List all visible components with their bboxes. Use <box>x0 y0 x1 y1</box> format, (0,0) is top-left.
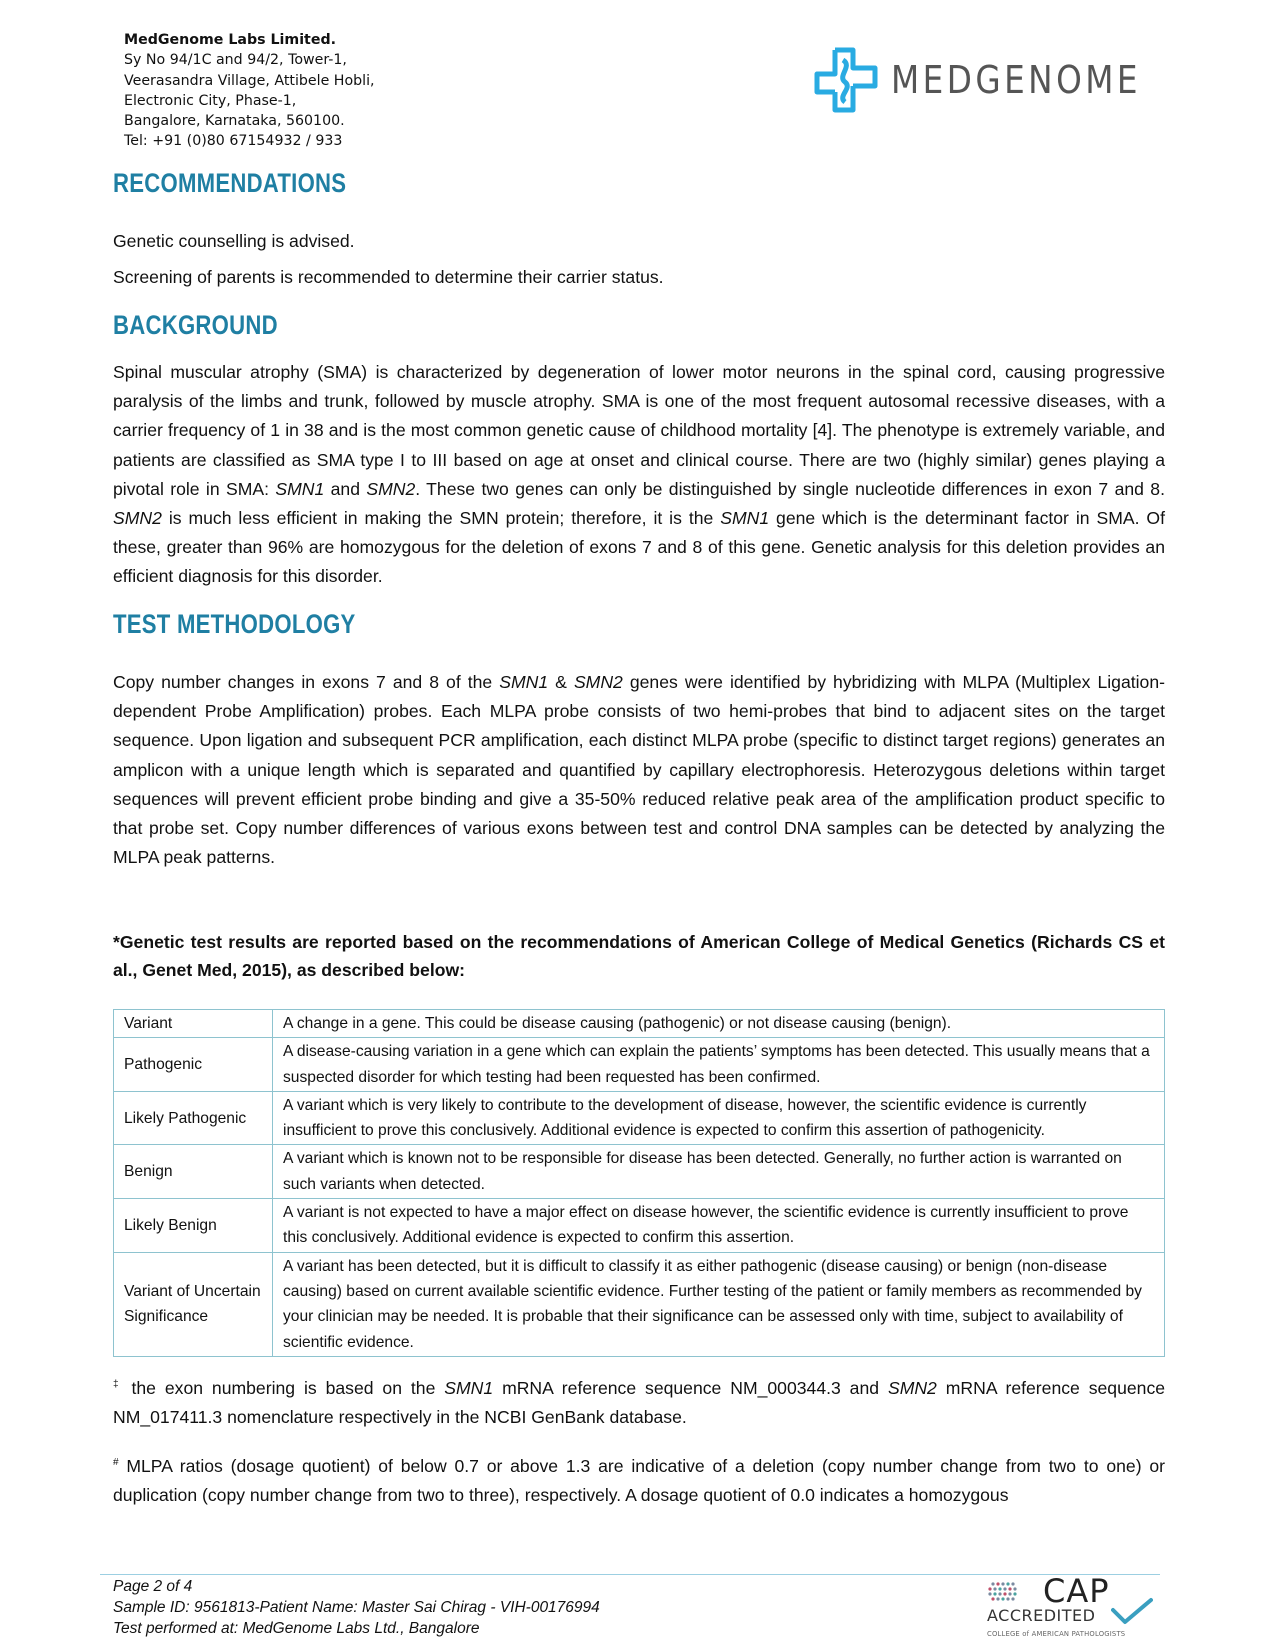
table-row <box>114 1091 1165 1145</box>
recommendations-heading: RECOMMENDATIONS <box>113 168 347 198</box>
acmg-note: *Genetic test results are reported based on the recommendations of American College of Medical Genetics (Richards CS et al., Genet Med, 2015), as described below: <box>113 932 1165 980</box>
address-line: Bangalore, Karnataka, 560100. <box>124 113 345 130</box>
gene-smn2: SMN2 <box>366 478 416 499</box>
definition-cell: A variant which is known not to be responsible for disease has been detected. Generally, no further action is warranted on such variants when detected. <box>273 1145 1165 1199</box>
gene-smn1: SMN1 <box>444 1377 494 1398</box>
footnote-marker: # <box>113 1457 119 1468</box>
definition-cell: A change in a gene. This could be disease causing (pathogenic) or not disease causing (benign). <box>273 1010 1165 1038</box>
address-line: Veerasandra Village, Attibele Hobli, <box>124 72 375 89</box>
term-cell: Variant <box>114 1010 273 1038</box>
term-cell: Benign <box>114 1145 273 1199</box>
term-cell: Pathogenic <box>114 1038 273 1092</box>
address-line: Sy No 94/1C and 94/2, Tower-1, <box>124 52 347 69</box>
page-footer <box>113 1576 600 1639</box>
performed-at: Test performed at: MedGenome Labs Ltd., Bangalore <box>113 1620 480 1637</box>
cap-wordmark: CAP <box>1043 1572 1110 1610</box>
table-row <box>114 1252 1165 1356</box>
table-row <box>114 1199 1165 1253</box>
mlpa-ratio-footnote: # MLPA ratios (dosage quotient) of below 0.7 or above 1.3 are indicative of a deletion (copy number change from two to one) or duplication (copy number change from two to three), respectively. A dosage quotient of 0.0 indicates a homozygous <box>113 1455 1165 1506</box>
cap-college-label: COLLEGE of AMERICAN PATHOLOGISTS <box>987 1630 1126 1638</box>
cap-accredited-label: ACCREDITED <box>987 1606 1096 1625</box>
definition-cell: A variant has been detected, but it is difficult to classify it as either pathogenic (disease causing) or benign (non-disease causing) based on current available scientific evidence. Further testing of the patient or family members as recommended by your clinician may be needed. It is probable that their significance can be assessed only with time, subject to availability of scientific evidence. <box>273 1252 1165 1356</box>
term-cell: Likely Benign <box>114 1199 273 1253</box>
lab-address-block <box>124 30 375 152</box>
definition-cell: A variant which is very likely to contribute to the development of disease, however, the scientific evidence is currently insufficient to prove this conclusively. Additional evidence is expected to confirm this assertion of pathogenicity. <box>273 1091 1165 1145</box>
recommendation-screening: Screening of parents is recommended to determine their carrier status. <box>113 267 664 287</box>
table-row <box>114 1145 1165 1199</box>
gene-smn1: SMN1 <box>499 672 549 692</box>
methodology-paragraph: Copy number changes in exons 7 and 8 of the SMN1 & SMN2 genes were identified by hybridizing with MLPA (Multiplex Ligation-dependent Probe Amplification) probes. Each MLPA probe consists of two hemi-probes that bind to adjacent sites on the target sequence. Upon ligation and subsequent PCR amplification, each distinct MLPA probe (specific to distinct target regions) generates an amplicon with a unique length which is separated and quantified by capillary electrophoresis. Heterozygous deletions within target sequences will prevent efficient probe binding and give a 35-50% reduced relative peak area of the amplification product specific to that probe set. Copy number differences of various exons between test and control DNA samples can be detected by analyzing the MLPA peak patterns. <box>113 672 1165 868</box>
gene-smn2: SMN2 <box>573 672 623 692</box>
term-cell: Variant of Uncertain Significance <box>114 1252 273 1356</box>
footer-divider <box>100 1574 1160 1575</box>
definition-cell: A disease-causing variation in a gene which can explain the patients’ symptoms has been detected. This usually means that a suspected disorder for which testing had been requested has been confirmed. <box>273 1038 1165 1092</box>
medgenome-cross-icon <box>813 46 879 114</box>
background-paragraph: Spinal muscular atrophy (SMA) is characterized by degeneration of lower motor neurons in the spinal cord, causing progressive paralysis of the limbs and trunk, followed by muscle atrophy. SMA is one of the most frequent autosomal recessive diseases, with a carrier frequency of 1 in 38 and is the most common genetic cause of childhood mortality [4]. The phenotype is extremely variable, and patients are classified as SMA type I to III based on age at onset and clinical course. There are two (highly similar) genes playing a pivotal role in SMA: SMN1 and SMN2. These two genes can only be distinguished by single nucleotide differences in exon 7 and 8. SMN2 is much less efficient in making the SMN protein; therefore, it is the SMN1 gene which is the determinant factor in SMA. Of these, greater than 96% are homozygous for the deletion of exons 7 and 8 of this gene. Genetic analysis for this deletion provides an efficient diagnosis for this disorder. <box>113 362 1165 587</box>
table-row <box>114 1010 1165 1038</box>
phone-line: Tel: +91 (0)80 67154932 / 933 <box>124 133 343 150</box>
checkmark-icon <box>1111 1596 1153 1626</box>
gene-smn1: SMN1 <box>275 478 325 499</box>
cap-accredited-logo <box>985 1572 1165 1644</box>
acmg-classification-table <box>113 1009 1165 1357</box>
address-line: Electronic City, Phase-1, <box>124 92 297 109</box>
definition-cell: A variant is not expected to have a major effect on disease however, the scientific evidence is currently insufficient to prove this conclusively. Additional evidence is expected to confirm this assertion. <box>273 1199 1165 1253</box>
gene-smn1: SMN1 <box>720 508 770 529</box>
cap-dot-grid-icon <box>987 1580 1021 1604</box>
gene-smn2: SMN2 <box>113 508 162 529</box>
table-row <box>114 1038 1165 1092</box>
exon-numbering-footnote: ‡ the exon numbering is based on the SMN1 mRNA reference sequence NM_000344.3 and SMN2 mRNA reference sequence NM_017411.3 nomenclature respectively in the NCBI GenBank database. <box>113 1377 1166 1428</box>
methodology-heading: TEST METHODOLOGY <box>113 609 356 639</box>
sample-id: Sample ID: 9561813-Patient Name: Master Sai Chirag - VIH-00176994 <box>113 1599 600 1616</box>
company-name: MedGenome Labs Limited. <box>124 32 337 48</box>
gene-smn2: SMN2 <box>887 1377 937 1398</box>
footnote-marker: ‡ <box>113 1379 123 1390</box>
medgenome-logo <box>813 46 1182 114</box>
term-cell: Likely Pathogenic <box>114 1091 273 1145</box>
logo-wordmark: MEDGENOME <box>891 58 1141 102</box>
page-number: Page 2 of 4 <box>113 1578 193 1595</box>
background-heading: BACKGROUND <box>113 310 278 340</box>
recommendation-counselling: Genetic counselling is advised. <box>113 231 355 251</box>
